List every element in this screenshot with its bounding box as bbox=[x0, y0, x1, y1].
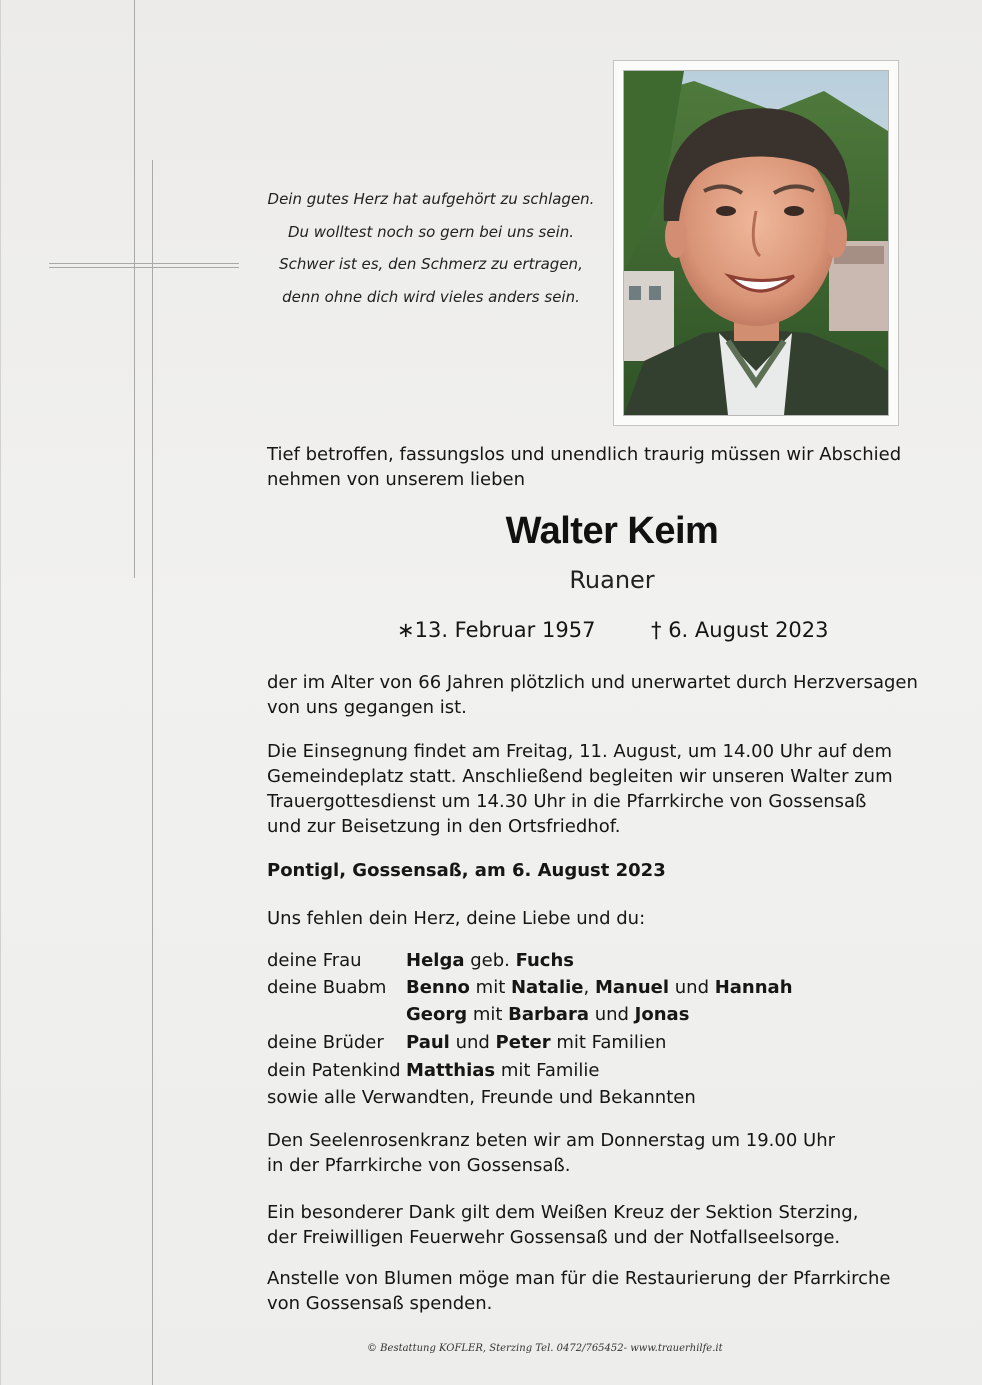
thanks-line: der Freiwilligen Feuerwehr Gossensaß und der Notfallseelsorge. bbox=[267, 1227, 841, 1248]
person-name: Manuel bbox=[594, 977, 670, 998]
portrait-photo bbox=[623, 70, 889, 416]
portrait-frame bbox=[613, 60, 899, 426]
passing-line: von uns gegangen ist. bbox=[267, 697, 467, 718]
brothers-names bbox=[406, 1032, 666, 1053]
person-name: Matthias bbox=[406, 1060, 496, 1081]
death-symbol: † bbox=[651, 618, 662, 642]
deceased-nickname: Ruaner bbox=[569, 566, 655, 594]
missed-line: Uns fehlen dein Herz, deine Liebe und du: bbox=[267, 908, 646, 929]
poem-line: Schwer ist es, den Schmerz zu ertragen, bbox=[279, 255, 583, 273]
connector: und bbox=[449, 1032, 496, 1053]
portrait-image bbox=[624, 71, 888, 415]
others-line: sowie alle Verwandten, Freunde und Bekannten bbox=[267, 1087, 696, 1108]
sons-names bbox=[406, 1004, 689, 1025]
sons-names bbox=[406, 977, 793, 998]
person-name: Barbara bbox=[508, 1004, 589, 1025]
person-name: Natalie bbox=[510, 977, 584, 998]
ceremony-line: Gemeindeplatz statt. Anschließend begleiten wir unseren Walter zum bbox=[267, 766, 893, 787]
flowers-line: Anstelle von Blumen möge man für die Restaurierung der Pfarrkirche bbox=[267, 1268, 891, 1289]
cross-vertical-bar bbox=[152, 160, 153, 1385]
birth-symbol: ∗ bbox=[397, 618, 415, 642]
person-name: Jonas bbox=[634, 1004, 690, 1025]
relation-label: dein Patenkind bbox=[267, 1060, 401, 1081]
person-name: Georg bbox=[406, 1004, 468, 1025]
person-name: Hannah bbox=[714, 977, 793, 998]
connector: und bbox=[588, 1004, 635, 1025]
birth-date-text: 13. Februar 1957 bbox=[414, 618, 596, 642]
relation-label: deine Brüder bbox=[267, 1032, 384, 1053]
poem-line: Du wolltest noch so gern bei uns sein. bbox=[287, 222, 575, 241]
relation-label: deine Frau bbox=[267, 950, 362, 971]
memorial-poem bbox=[251, 183, 611, 313]
connector: mit Familien bbox=[550, 1032, 667, 1053]
place-date: Pontigl, Gossensaß, am 6. August 2023 bbox=[267, 860, 666, 881]
person-name: Fuchs bbox=[515, 950, 574, 971]
cross-horizontal-bar-top bbox=[49, 263, 239, 264]
death-date-text: 6. August 2023 bbox=[668, 618, 829, 642]
person-name: Benno bbox=[406, 977, 470, 998]
funeral-home-footer: © Bestattung KOFLER, Sterzing Tel. 0472/765452- www.trauerhilfe.it bbox=[367, 1343, 723, 1354]
birth-date bbox=[397, 618, 595, 642]
relation-label: deine Buabm bbox=[267, 977, 387, 998]
connector: geb. bbox=[464, 950, 516, 971]
passing-line: der im Alter von 66 Jahren plötzlich und unerwartet durch Herzversagen bbox=[267, 672, 918, 693]
death-date bbox=[651, 618, 829, 642]
intro-line: nehmen von unserem lieben bbox=[267, 469, 526, 490]
connector: und bbox=[669, 977, 715, 998]
flowers-line: von Gossensaß spenden. bbox=[267, 1293, 493, 1314]
connector: mit bbox=[469, 977, 511, 998]
poem-line: Dein gutes Herz hat aufgehört zu schlagen. bbox=[267, 190, 595, 208]
person-name: Paul bbox=[406, 1032, 450, 1053]
ceremony-line: und zur Beisetzung in den Ortsfriedhof. bbox=[267, 816, 621, 837]
poem-line: denn ohne dich wird vieles anders sein. bbox=[282, 287, 580, 306]
deceased-name: Walter Keim bbox=[505, 510, 719, 552]
cross-horizontal-bar-bottom bbox=[49, 267, 239, 268]
intro-line: Tief betroffen, fassungslos und unendlich traurig müssen wir Abschied bbox=[267, 444, 902, 465]
connector: mit bbox=[467, 1004, 509, 1025]
ceremony-line: Die Einsegnung findet am Freitag, 11. August, um 14.00 Uhr auf dem bbox=[267, 741, 893, 762]
thanks-line: Ein besonderer Dank gilt dem Weißen Kreuz der Sektion Sterzing, bbox=[267, 1202, 859, 1223]
godchild-names bbox=[406, 1060, 600, 1081]
rosary-line: Den Seelenrosenkranz beten wir am Donnerstag um 19.00 Uhr bbox=[267, 1130, 836, 1151]
person-name: Peter bbox=[495, 1032, 551, 1053]
person-name: Helga bbox=[406, 950, 465, 971]
connector: , bbox=[583, 977, 595, 998]
connector: mit Familie bbox=[495, 1060, 600, 1081]
ceremony-line: Trauergottesdienst um 14.30 Uhr in die Pfarrkirche von Gossensaß bbox=[267, 791, 867, 812]
wife-names bbox=[406, 950, 574, 971]
left-margin-rule bbox=[134, 0, 135, 578]
rosary-line: in der Pfarrkirche von Gossensaß. bbox=[267, 1155, 571, 1176]
